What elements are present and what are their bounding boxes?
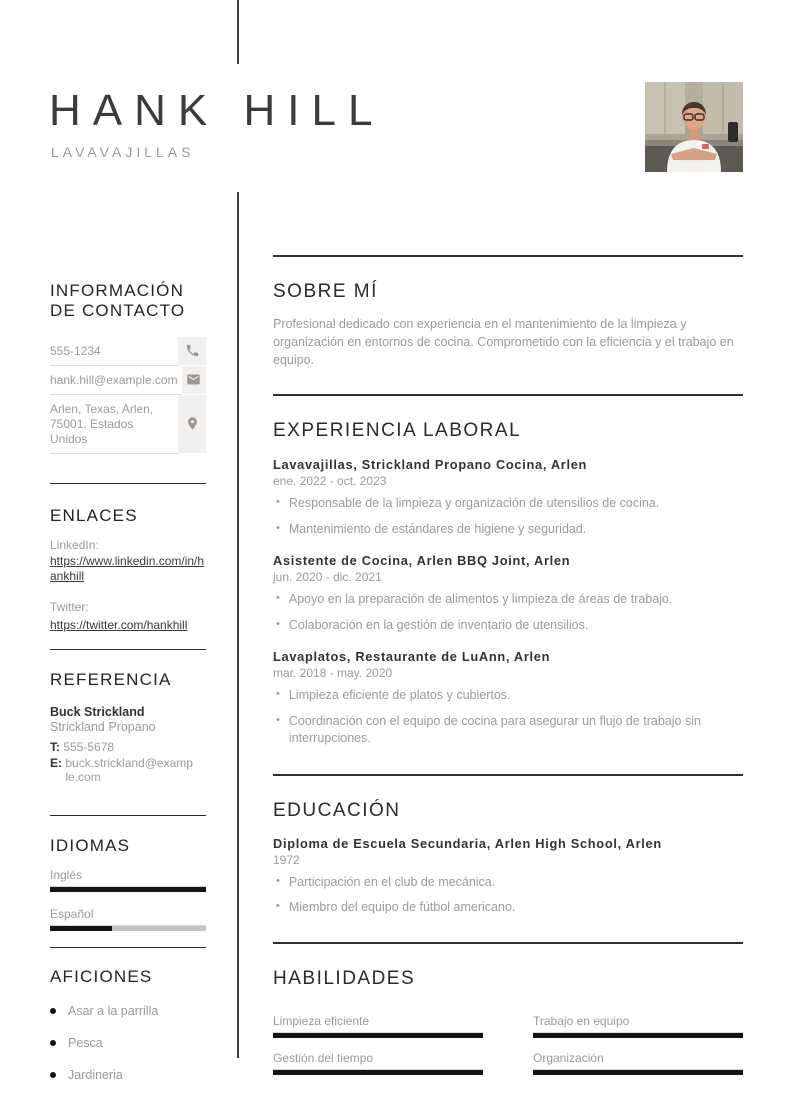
mail-icon: [182, 366, 206, 395]
skill-level-fill: [533, 1070, 743, 1075]
skill-level-fill: [273, 1070, 483, 1075]
contact-address-row: [50, 395, 206, 454]
contact-phone-row: [50, 337, 206, 366]
bullet-dot-icon: [50, 1040, 56, 1046]
experience-section: [273, 394, 743, 746]
address-value: Arlen, Texas, Arlen, 75001. Estados Unidos: [50, 395, 178, 454]
contact-email-row: [50, 366, 206, 395]
sidebar-divider: [50, 815, 206, 816]
bullet-item: [273, 495, 743, 512]
skill-level-fill: [273, 1033, 483, 1038]
language-name: Inglés: [50, 868, 206, 887]
reference-email: [50, 756, 206, 785]
experience-heading: EXPERIENCIA LABORAL: [273, 420, 522, 442]
bullet-text: Miembro del equipo de fútbol americano.: [288, 900, 516, 915]
bullet-text: Responsable de la limpieza y organización de utensilios de cocina.: [288, 496, 660, 511]
about-section: [273, 255, 743, 369]
job-entry: [273, 649, 743, 747]
bullet-dot-icon: •: [276, 687, 280, 700]
bullet-item: [273, 687, 743, 704]
sidebar-divider: [50, 649, 206, 650]
top-divider-line: [237, 0, 239, 64]
skill-item: [533, 1014, 743, 1038]
skill-level-fill: [533, 1033, 743, 1038]
education-dates: 1972: [273, 852, 300, 867]
twitter-link[interactable]: https://twitter.com/hankhill: [50, 618, 188, 633]
language-level-fill: [50, 887, 206, 892]
education-title: Diploma de Escuela Secundaria, Arlen High School, Arlen: [273, 835, 662, 851]
bullet-dot-icon: •: [276, 713, 280, 726]
job-bullets: [273, 591, 743, 634]
languages-section-heading: IDIOMAS: [50, 835, 131, 855]
bullet-text: Coordinación con el equipo de cocina para asegurar un flujo de trabajo sin interrupciones.: [288, 713, 701, 745]
job-title: Asistente de Cocina, Arlen BBQ Joint, Arlen: [273, 553, 571, 569]
job-entry: [273, 457, 743, 538]
links-section-heading: ENLACES: [50, 505, 138, 525]
reference-name: Buck Strickland: [50, 704, 145, 719]
twitter-link-block: [50, 600, 206, 634]
bullet-dot-icon: •: [276, 618, 280, 630]
column-divider-line: [237, 192, 239, 1058]
about-heading: SOBRE MÍ: [273, 281, 378, 302]
about-text: Profesional dedicado con experiencia en el mantenimiento de la limpieza y organización en entornos de cocina. Comprometido con la eficiencia y el trabajo en equipo.: [273, 317, 734, 368]
reference-phone: [50, 740, 206, 754]
job-dates: ene. 2022 - oct. 2023: [273, 474, 387, 489]
reference-company: Strickland Propano: [50, 719, 156, 734]
hobby-item: [50, 1068, 206, 1082]
bullet-dot-icon: •: [276, 592, 280, 605]
education-bullets: [273, 874, 743, 917]
bullet-dot-icon: •: [276, 496, 280, 509]
job-entry: [273, 553, 743, 634]
education-entry: [273, 836, 743, 917]
hobby-item: [50, 1004, 206, 1018]
job-title: Lavavajillas, Strickland Propano Cocina, Arlen: [273, 457, 588, 473]
skill-item: [273, 1051, 483, 1075]
hobby-item: [50, 1036, 206, 1050]
skill-level-bar: [273, 1033, 483, 1038]
bullet-item: [273, 899, 743, 916]
phone-value: 555-1234: [50, 337, 178, 366]
reference-email-label: E:: [50, 755, 62, 770]
bullet-dot-icon: •: [276, 900, 280, 913]
skill-name: Gestión del tiempo: [273, 1051, 483, 1070]
linkedin-link[interactable]: https://www.linkedin.com/in/hankhill: [50, 554, 205, 584]
phone-icon: [178, 337, 206, 366]
skill-level-bar: [533, 1070, 743, 1075]
skills-heading: HABILIDADES: [273, 968, 416, 990]
sidebar-divider: [50, 947, 206, 948]
profile-photo-illustration: [645, 82, 743, 172]
bullet-text: Participación en el club de mecánica.: [288, 874, 496, 889]
sidebar-divider: [50, 483, 206, 484]
skill-level-bar: [273, 1070, 483, 1075]
main-column: [273, 255, 743, 1075]
reference-phone-label: T:: [50, 739, 60, 754]
bullet-text: Limpieza eficiente de platos y cubiertos.: [288, 687, 511, 702]
bullet-item: [273, 874, 743, 891]
bullet-dot-icon: [50, 1008, 56, 1014]
hobby-label: Asar a la parrilla: [68, 1003, 159, 1018]
email-value: hank.hill@example.com: [50, 366, 182, 395]
hobby-label: Pesca: [68, 1035, 103, 1050]
job-dates: jun. 2020 - dic. 2021: [273, 570, 382, 585]
bullet-dot-icon: •: [276, 522, 280, 535]
skills-section: [273, 942, 743, 1075]
bullet-text: Apoyo en la preparación de alimentos y limpieza de áreas de trabajo.: [288, 592, 673, 607]
skill-level-bar: [533, 1033, 743, 1038]
linkedin-label: LinkedIn:: [50, 538, 99, 553]
linkedin-link-block: [50, 538, 206, 585]
twitter-label: Twitter:: [50, 600, 89, 615]
job-title-subtitle: LAVAVAJILLAS: [51, 144, 195, 160]
bullet-text: Mantenimiento de estándares de higiene y seguridad.: [288, 522, 587, 537]
hobby-label: Jardineria: [68, 1067, 123, 1082]
language-level-fill: [50, 926, 112, 931]
reference-email-value: buck.strickland@example.com: [65, 755, 193, 785]
job-bullets: [273, 687, 743, 747]
contact-section-heading: INFORMACIÓN DE CONTACTO: [50, 281, 186, 321]
education-section: [273, 774, 743, 917]
bullet-item: [273, 521, 743, 538]
bullet-item: [273, 617, 743, 634]
bullet-text: Colaboración en la gestión de inventario de utensilios.: [288, 618, 589, 632]
sidebar: [50, 281, 206, 1100]
hobbies-section-heading: AFICIONES: [50, 967, 153, 987]
language-item: [50, 907, 206, 931]
skill-name: Trabajo en equipo: [533, 1014, 743, 1033]
language-item: [50, 868, 206, 892]
reference-section-heading: REFERENCIA: [50, 670, 172, 690]
skills-grid: [273, 1014, 743, 1075]
skill-item: [273, 1014, 483, 1038]
language-level-bar: [50, 887, 206, 892]
job-dates: mar. 2018 - may. 2020: [273, 665, 393, 680]
page-title: HANK HILL: [49, 86, 385, 135]
language-level-bar: [50, 926, 206, 931]
job-title: Lavaplatos, Restaurante de LuAnn, Arlen: [273, 648, 551, 664]
skill-item: [533, 1051, 743, 1075]
bullet-item: [273, 591, 743, 608]
bullet-dot-icon: [50, 1072, 56, 1078]
bullet-item: [273, 713, 743, 747]
skill-name: Limpieza eficiente: [273, 1014, 483, 1033]
bullet-dot-icon: •: [276, 874, 280, 887]
skill-name: Organización: [533, 1051, 743, 1070]
profile-photo: [645, 82, 743, 172]
location-pin-icon: [178, 395, 206, 454]
job-bullets: [273, 495, 743, 538]
reference-phone-value: 555-5678: [63, 739, 115, 754]
education-heading: EDUCACIÓN: [273, 799, 401, 821]
language-name: Español: [50, 907, 206, 926]
